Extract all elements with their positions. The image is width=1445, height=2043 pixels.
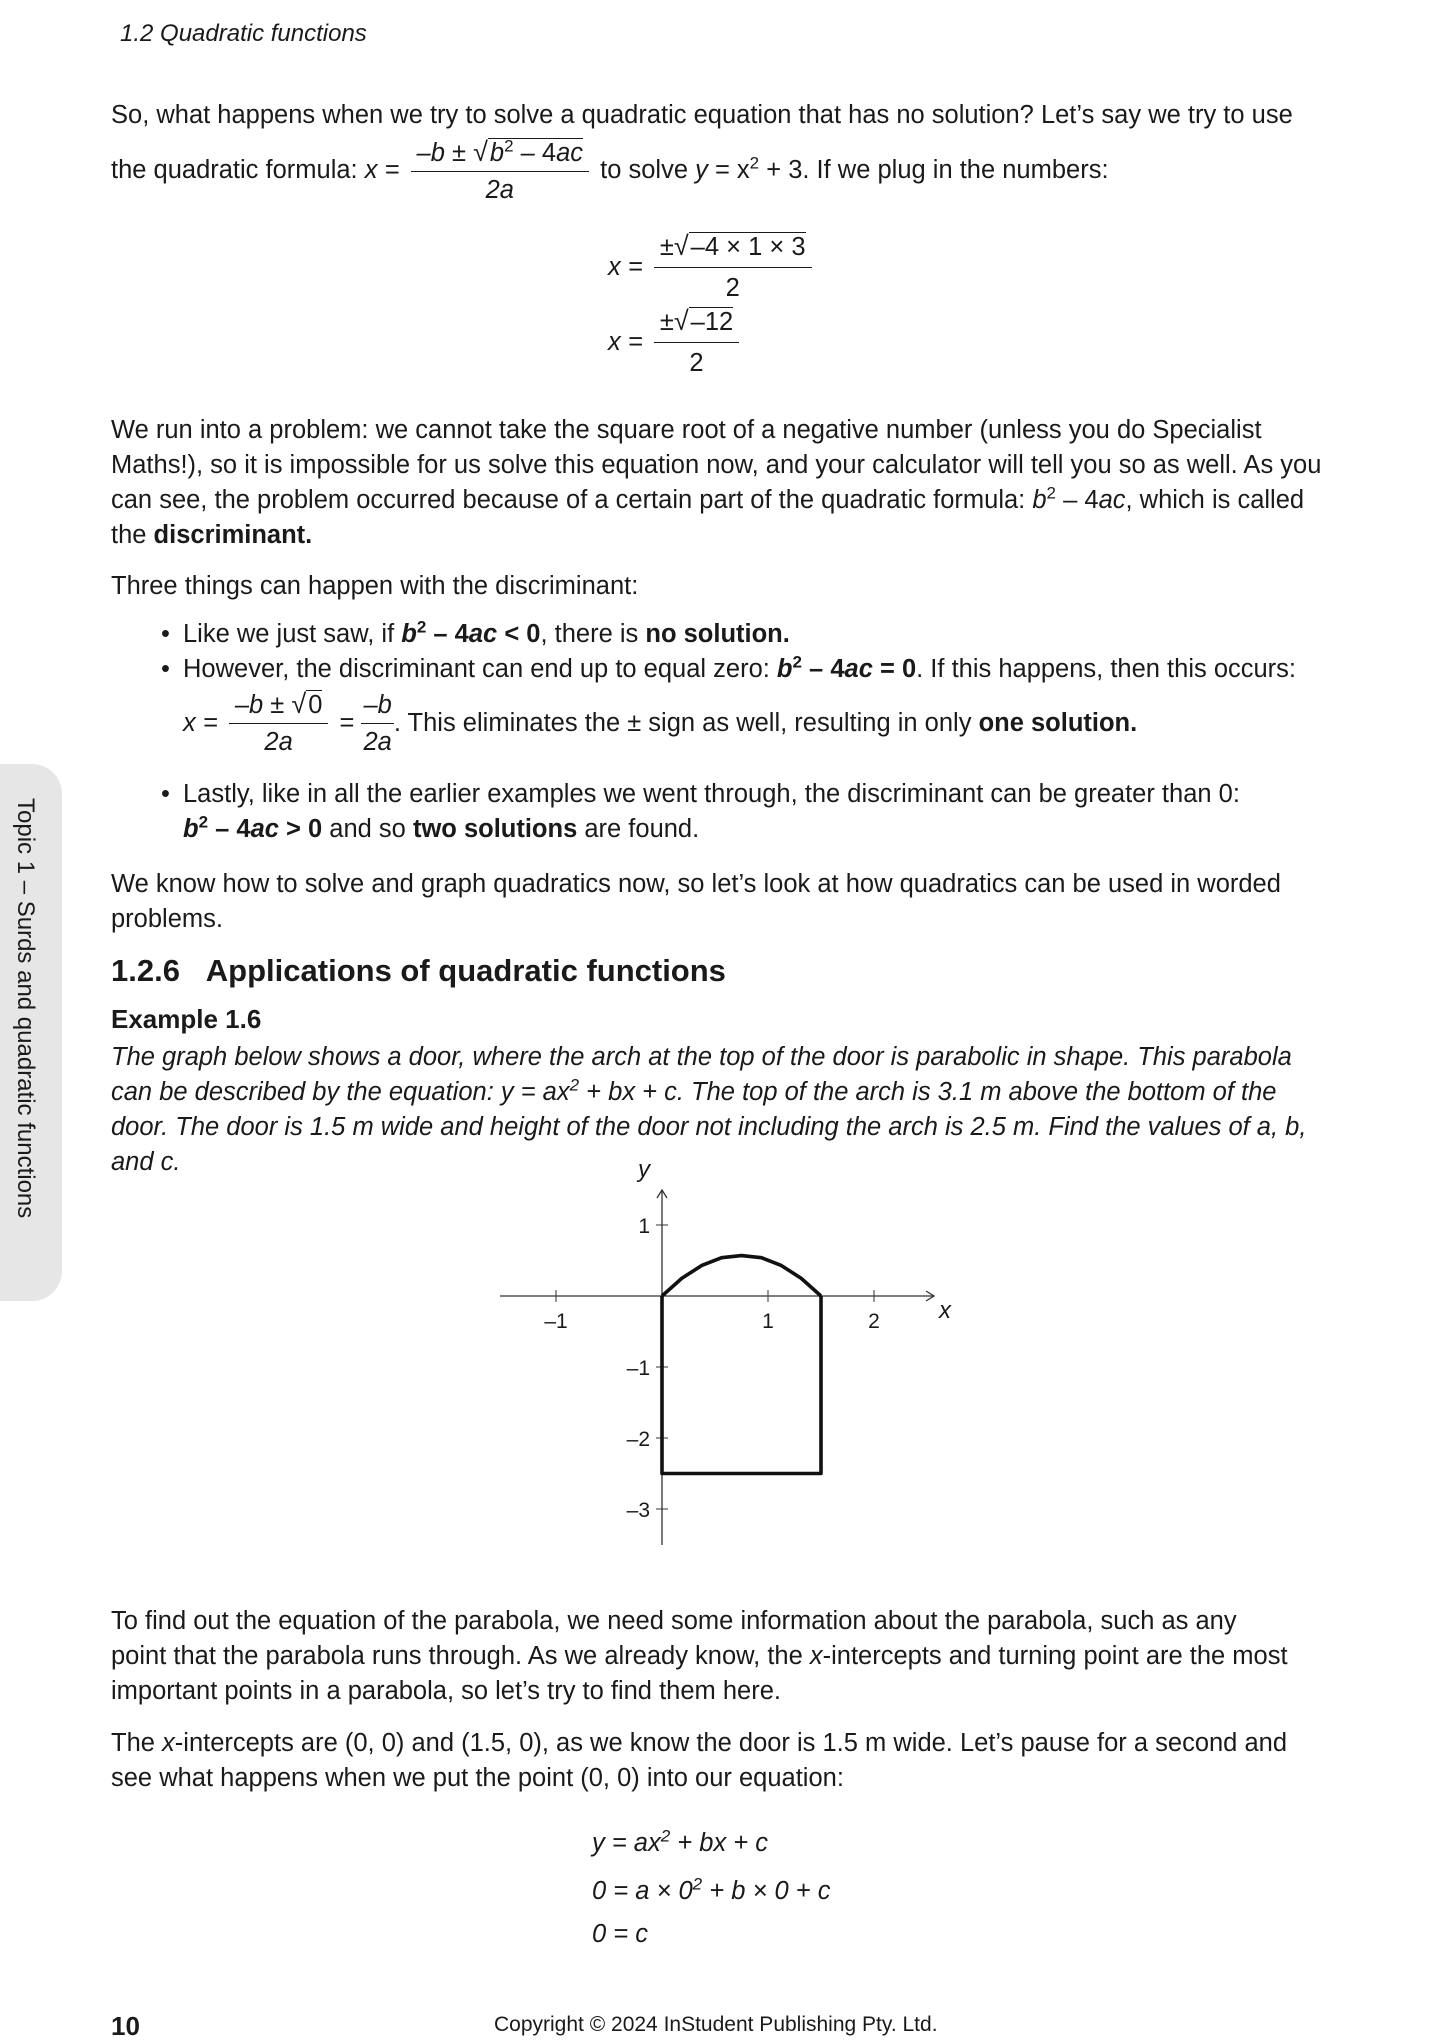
running-head: 1.2 Quadratic functions bbox=[120, 20, 367, 47]
section-number: 1.2.6 bbox=[111, 953, 180, 988]
intro-line-2: the quadratic formula: x = $\frac{-b \pm √b^2 - 4ac}{2a}$ to solve $y = x^2 + 3$. If we plug in the numbers: bbox=[111, 136, 1109, 205]
side-tab-label: Topic 1 – Surds and quadratic functions bbox=[12, 798, 39, 1219]
example-title: Example 1.6 bbox=[111, 1004, 262, 1034]
bullet-one-solution: • However, the discriminant can end up to equal zero: $b^2 - 4ac = 0$. If this happens, then this occurs: bbox=[161, 652, 1297, 683]
graph-axes bbox=[500, 1190, 934, 1545]
transition-paragraph: We know how to solve and graph quadratics now, so let’s look at how quadratics can be used in worded problems. bbox=[111, 870, 1281, 933]
intro-lead: the quadratic formula: bbox=[111, 156, 365, 184]
page-number: 10 bbox=[111, 2011, 140, 2041]
y-tick-label: 1 bbox=[638, 1215, 650, 1238]
one-solution-equation: x = $\frac{-b \pm √0}{2a}$ = $\frac{-b}{2a}$ . This eliminates the ± sign as well, resulting in only one solution. bbox=[183, 689, 1138, 756]
bullet-no-solution: • Like we just saw, if $b^2 - 4ac < 0$, there is no solution. bbox=[161, 617, 790, 648]
y-tick-label: –1 bbox=[626, 1357, 650, 1380]
parabolic-arch bbox=[662, 1256, 821, 1296]
bullet-two-solutions: • Lastly, like in all the earlier examples we went through, the discriminant can be greater than 0: $b^2 - 4ac > 0$ and so two solutions are found. bbox=[161, 780, 1240, 843]
y-axis-label: y bbox=[638, 1156, 650, 1183]
door-rectangle bbox=[662, 1296, 821, 1474]
after-graph-paragraph-1: To find out the equation of the parabola, we need some information about the parabola, such as any point that the parabola runs through. As we already know, the x-intercepts and turning point are the most important points in a parabola, so let’s try to find them here. bbox=[111, 1607, 1288, 1705]
intro-line-1: So, what happens when we try to solve a quadratic equation that has no solution? Let’s say we try to use bbox=[111, 101, 1293, 129]
door-shape bbox=[662, 1256, 821, 1474]
y-tick-label: –2 bbox=[626, 1428, 650, 1451]
final-eq-3: 0 = c bbox=[592, 1920, 648, 1948]
formula-numerator: $-b \pm √b^2 - 4ac$ bbox=[411, 136, 590, 172]
problem-paragraph: We run into a problem: we cannot take the square root of a negative number (unless you do Specialist Maths!), so it is impossible for us solve this equation now, and your calculator will tell you so as well. As you can see, the problem occurred because of a certain part of the quadratic formula: $b^2 - 4ac$, which is called the discriminant. bbox=[111, 416, 1322, 549]
x-axis-label: x bbox=[939, 1297, 951, 1324]
example-text: The graph below shows a door, where the arch at the top of the door is parabolic in shape. This parabola can be described by the equation: $y = ax^2$ + bx + c. The top of the arch is 3.1 m above the bottom of the door. The door is 1.5 m wide and height of the door not including the arch is 2.5 m. Find the values of a, b, and c. bbox=[111, 1043, 1307, 1176]
final-eq-2: $0 = a \times 0^2 + b \times 0 + c$ bbox=[592, 1874, 831, 1905]
y-tick-label: –3 bbox=[626, 1499, 650, 1522]
formula-var: x = bbox=[364, 156, 400, 184]
three-things-line: Three things can happen with the discriminant: bbox=[111, 572, 639, 600]
formula-denominator: 2a bbox=[485, 176, 514, 205]
final-eq-1: $y = ax^2$ + bx + c bbox=[592, 1826, 769, 1857]
copyright: Copyright © 2024 InStudent Publishing Pty. Ltd. bbox=[494, 2013, 938, 2036]
plug-in-eq-1: x = $\frac{\pm√-4 \times 1 \times 3}{2}$ bbox=[608, 228, 816, 306]
plug-in-eq-2: x = $\frac{\pm√-12}{2}$ bbox=[608, 303, 743, 381]
x-tick-label: –1 bbox=[544, 1310, 568, 1333]
after-graph-paragraph-2: The x-intercepts are (0, 0) and (1.5, 0), as we know the door is 1.5 m wide. Let’s pause for a second and see what happens when we put the point (0, 0) into our equation: bbox=[111, 1729, 1287, 1792]
x-tick-label: 1 bbox=[762, 1310, 774, 1333]
x-tick-label: 2 bbox=[868, 1310, 880, 1333]
section-title: Applications of quadratic functions bbox=[205, 953, 726, 988]
